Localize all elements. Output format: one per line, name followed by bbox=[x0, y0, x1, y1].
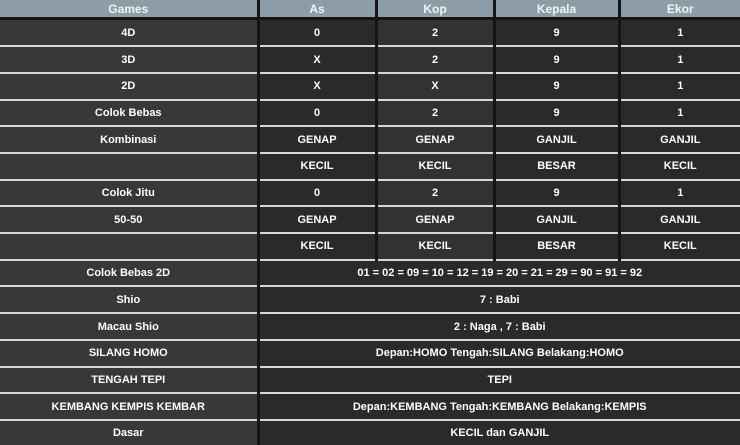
value-cell: GANJIL bbox=[619, 206, 740, 233]
value-cell: GENAP bbox=[258, 206, 376, 233]
value-cell: 0 bbox=[258, 19, 376, 47]
table-row bbox=[0, 206, 740, 233]
row-label: Kombinasi bbox=[0, 126, 258, 153]
value-cell: KECIL bbox=[258, 153, 376, 180]
table-row bbox=[0, 153, 740, 180]
row-label: 3D bbox=[0, 46, 258, 73]
value-cell: 2 bbox=[376, 19, 494, 47]
value-cell: 9 bbox=[494, 100, 619, 127]
result-table-body bbox=[0, 19, 740, 445]
table-row bbox=[0, 313, 740, 340]
value-cell: BESAR bbox=[494, 233, 619, 260]
span-value-cell: KECIL dan GANJIL bbox=[258, 420, 740, 445]
value-cell: 0 bbox=[258, 100, 376, 127]
row-label: 2D bbox=[0, 73, 258, 100]
value-cell: X bbox=[376, 73, 494, 100]
column-header-kepala: Kepala bbox=[494, 0, 619, 19]
value-cell: GENAP bbox=[258, 126, 376, 153]
value-cell: KECIL bbox=[376, 233, 494, 260]
value-cell: 9 bbox=[494, 73, 619, 100]
value-cell: GANJIL bbox=[494, 206, 619, 233]
table-row bbox=[0, 126, 740, 153]
row-label: Colok Bebas bbox=[0, 100, 258, 127]
value-cell: 9 bbox=[494, 46, 619, 73]
value-cell: KECIL bbox=[619, 233, 740, 260]
span-value-cell: Depan:HOMO Tengah:SILANG Belakang:HOMO bbox=[258, 340, 740, 367]
column-header-as: As bbox=[258, 0, 376, 19]
header-row bbox=[0, 0, 740, 19]
row-label: 4D bbox=[0, 19, 258, 47]
row-label: Shio bbox=[0, 286, 258, 313]
span-value-cell: 2 : Naga , 7 : Babi bbox=[258, 313, 740, 340]
table-row bbox=[0, 260, 740, 287]
value-cell: 9 bbox=[494, 180, 619, 207]
value-cell: BESAR bbox=[494, 153, 619, 180]
value-cell: X bbox=[258, 46, 376, 73]
value-cell: 1 bbox=[619, 73, 740, 100]
table-row bbox=[0, 286, 740, 313]
row-label: Macau Shio bbox=[0, 313, 258, 340]
span-value-cell: TEPI bbox=[258, 367, 740, 394]
table-row bbox=[0, 233, 740, 260]
value-cell: 2 bbox=[376, 180, 494, 207]
span-value-cell: 7 : Babi bbox=[258, 286, 740, 313]
column-header-ekor: Ekor bbox=[619, 0, 740, 19]
table-row bbox=[0, 340, 740, 367]
value-cell: 1 bbox=[619, 180, 740, 207]
table-row bbox=[0, 73, 740, 100]
value-cell: GENAP bbox=[376, 126, 494, 153]
table-row bbox=[0, 180, 740, 207]
value-cell: 9 bbox=[494, 19, 619, 47]
table-row bbox=[0, 19, 740, 47]
row-label: 50-50 bbox=[0, 206, 258, 233]
result-table-header bbox=[0, 0, 740, 19]
value-cell: X bbox=[258, 73, 376, 100]
value-cell: KECIL bbox=[258, 233, 376, 260]
value-cell: 2 bbox=[376, 46, 494, 73]
value-cell: GANJIL bbox=[494, 126, 619, 153]
value-cell: KECIL bbox=[376, 153, 494, 180]
value-cell: 2 bbox=[376, 100, 494, 127]
value-cell: 0 bbox=[258, 180, 376, 207]
row-label: Colok Bebas 2D bbox=[0, 260, 258, 287]
value-cell: 1 bbox=[619, 46, 740, 73]
row-label bbox=[0, 233, 258, 260]
value-cell: GANJIL bbox=[619, 126, 740, 153]
row-label: TENGAH TEPI bbox=[0, 367, 258, 394]
value-cell: KECIL bbox=[619, 153, 740, 180]
value-cell: 1 bbox=[619, 100, 740, 127]
span-value-cell: 01 = 02 = 09 = 10 = 12 = 19 = 20 = 21 = 29 = 90 = 91 = 92 bbox=[258, 260, 740, 287]
table-row bbox=[0, 420, 740, 445]
row-label: Dasar bbox=[0, 420, 258, 445]
table-row bbox=[0, 100, 740, 127]
value-cell: GENAP bbox=[376, 206, 494, 233]
table-row bbox=[0, 367, 740, 394]
column-header-kop: Kop bbox=[376, 0, 494, 19]
row-label: Colok Jitu bbox=[0, 180, 258, 207]
table-row bbox=[0, 46, 740, 73]
row-label bbox=[0, 153, 258, 180]
row-label: KEMBANG KEMPIS KEMBAR bbox=[0, 393, 258, 420]
value-cell: 1 bbox=[619, 19, 740, 47]
span-value-cell: Depan:KEMBANG Tengah:KEMBANG Belakang:KEMPIS bbox=[258, 393, 740, 420]
column-header-games: Games bbox=[0, 0, 258, 19]
table-row bbox=[0, 393, 740, 420]
row-label: SILANG HOMO bbox=[0, 340, 258, 367]
